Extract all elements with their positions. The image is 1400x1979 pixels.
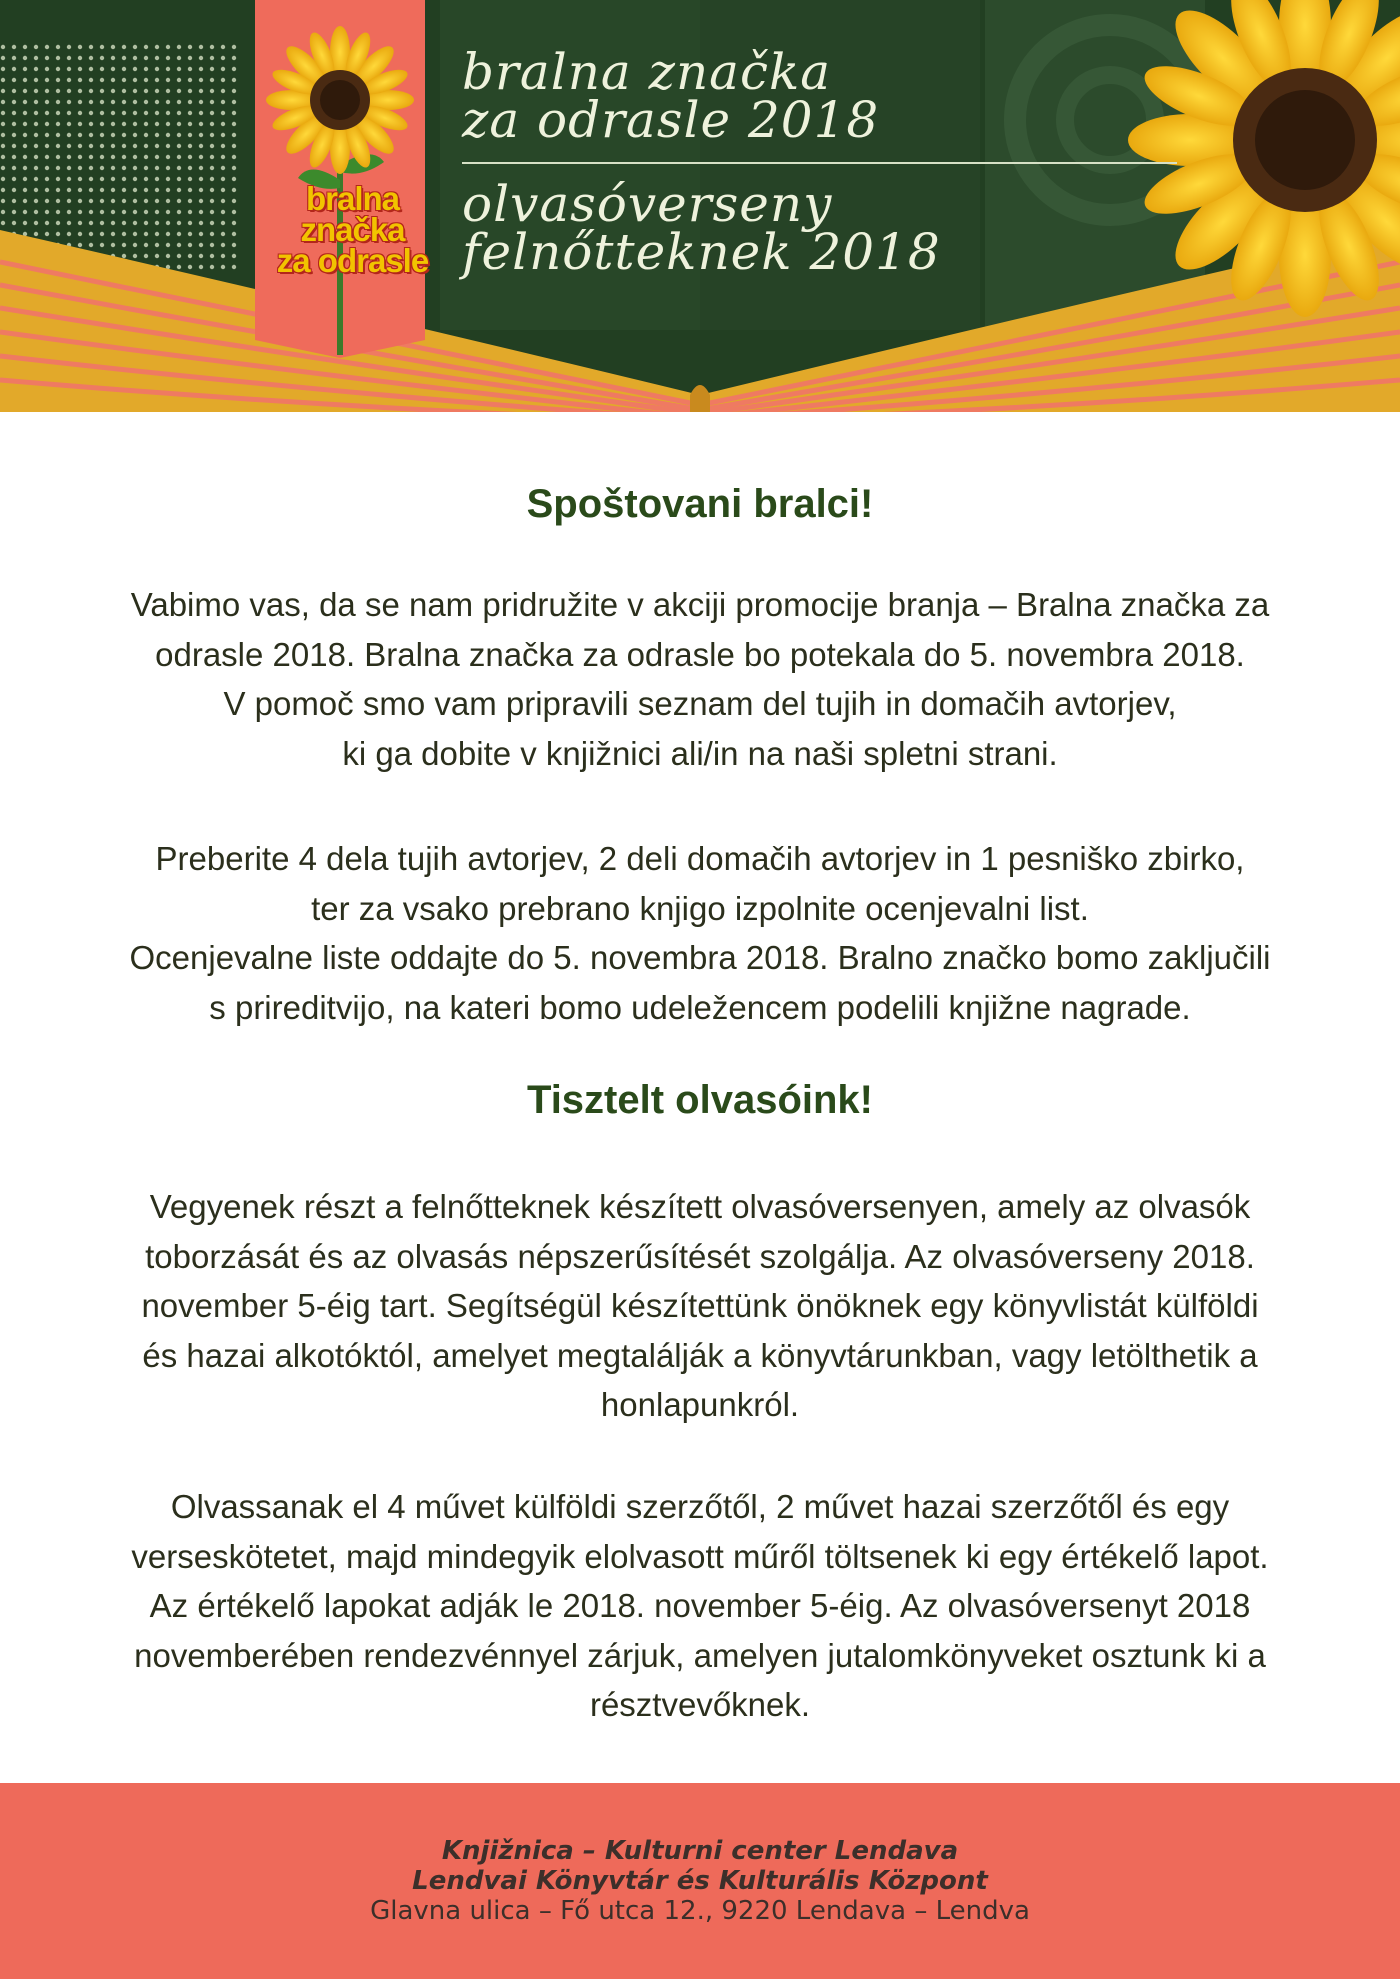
slovenian-paragraph-1 — [60, 580, 1340, 778]
logo-label-line: bralna — [305, 180, 400, 217]
banner-title-line: za odrasle 2018 — [462, 91, 880, 149]
footer-org-slovenian: Knjižnica – Kulturni center Lendava — [441, 1836, 959, 1866]
text-line: novemberében rendezvénnyel zárjuk, amelyen jutalomkönyveket osztunk ki a — [134, 1636, 1266, 1674]
logo-label-line: za odrasle — [276, 242, 429, 279]
text-line: s prireditvijo, na kateri bomo udeležencem podelili knjižne nagrade. — [209, 988, 1191, 1026]
text-line: résztvevőknek. — [589, 1686, 811, 1723]
banner-title-line: felnőtteknek 2018 — [462, 223, 941, 281]
banner-title-line: olvasóverseny — [462, 175, 833, 233]
dot-pattern — [0, 40, 240, 270]
text-line: november 5-éig tart. Segítségül készítettünk önöknek egy könyvlistát külföldi — [141, 1287, 1259, 1324]
text-line: ter za vsako prebrano knjigo izpolnite ocenjevalni list. — [311, 889, 1089, 927]
text-line: Vegyenek részt a felnőtteknek készített olvasóversenyen, amely az olvasók — [149, 1188, 1251, 1225]
text-line: Vabimo vas, da se nam pridružite v akciji promocije branja – Bralna značka za — [130, 586, 1270, 623]
text-line: toborzását és az olvasás népszerűsítését szolgálja. Az olvasóverseny 2018. — [145, 1237, 1255, 1275]
text-line: verseskötetet, majd mindegyik elolvasott műről töltsenek ki egy értékelő lapot. — [131, 1537, 1269, 1575]
logo-label — [270, 180, 435, 279]
text-line: ki ga dobite v knjižnici ali/in na naši spletni strani. — [342, 734, 1058, 772]
slovenian-paragraph-2 — [60, 834, 1340, 1032]
text-line: V pomoč smo vam pripravili seznam del tujih in domačih avtorjev, — [223, 685, 1177, 722]
hungarian-heading: Tisztelt olvasóink! — [526, 1078, 873, 1122]
hungarian-paragraph-1 — [60, 1182, 1340, 1430]
footer-address: Glavna ulica – Fő utca 12., 9220 Lendava – Lendva — [370, 1896, 1030, 1926]
hungarian-paragraph-2 — [60, 1482, 1340, 1730]
banner-title-hungarian — [462, 175, 941, 281]
footer-org-hungarian: Lendvai Könyvtár és Kulturális Központ — [412, 1866, 988, 1896]
slovenian-heading: Spoštovani bralci! — [526, 482, 874, 526]
text-line: odrasle 2018. Bralna značka za odrasle bo potekala do 5. novembra 2018. — [155, 635, 1245, 673]
text-line: honlapunkról. — [600, 1386, 800, 1423]
header-banner — [0, 0, 1400, 412]
banner-divider — [462, 162, 1177, 164]
text-line: Ocenjevalne liste oddajte do 5. novembra 2018. Bralno značko bomo zaključili — [129, 939, 1271, 976]
footer — [0, 1783, 1400, 1979]
text-line: és hazai alkotóktól, amelyet megtalálják a könyvtárunkban, vagy letölthetik a — [142, 1336, 1258, 1374]
text-line: Olvassanak el 4 művet külföldi szerzőtől, 2 művet hazai szerzőtől és egy — [170, 1488, 1230, 1525]
text-line: Az értékelő lapokat adják le 2018. november 5-éig. Az olvasóversenyt 2018 — [149, 1587, 1251, 1624]
logo-label-line: značka — [300, 211, 405, 248]
banner-title-line: bralna značka — [462, 43, 832, 101]
text-line: Preberite 4 dela tujih avtorjev, 2 deli domačih avtorjev in 1 pesniško zbirko, — [155, 840, 1245, 877]
banner-title-slovenian — [462, 43, 880, 149]
